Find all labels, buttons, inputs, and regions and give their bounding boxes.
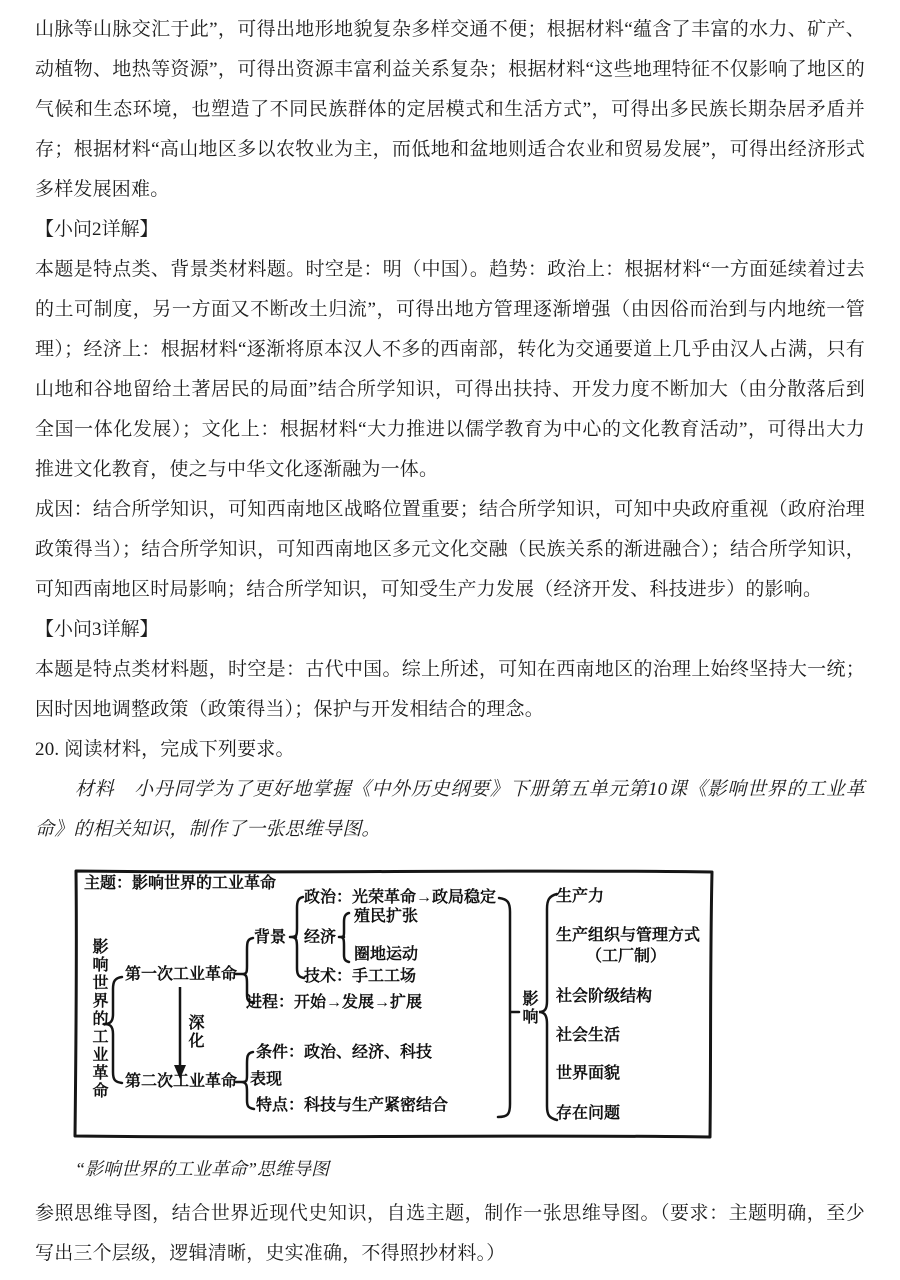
node-background: 背景 [254, 929, 287, 946]
mindmap-figure [70, 866, 720, 1144]
background-bracket [290, 897, 304, 978]
node-process: 进程：开始→发展→扩展 [246, 994, 423, 1011]
paragraph-sub3-body: 本题是特点类材料题，时空是：古代中国。综上所述，可知在西南地区的治理上始终坚持大一统；因时因地调整政策（政策得当）；保护与开发相结合的理念。 [35, 659, 865, 720]
node-factory-system: （工厂制） [586, 948, 667, 965]
node-social-life: 社会生活 [556, 1027, 621, 1044]
node-economy: 经济 [304, 929, 337, 946]
node-world-outlook: 世界面貌 [556, 1065, 621, 1082]
label-deepen: 深化 [186, 1014, 203, 1050]
node-first-revolution: 第一次工业革命 [125, 966, 238, 983]
node-second-revolution: 第二次工业革命 [125, 1073, 238, 1090]
paragraph-question20-material: 材料 小丹同学为了更好地掌握《中外历史纲要》下册第五单元第10课《影响世界的工业革命》的相关知识，制作了一张思维导图。 [35, 779, 865, 840]
figure-caption: “影响世界的工业革命”思维导图 [75, 1159, 330, 1179]
heading-subquestion-3: 【小问3详解】 [35, 619, 159, 640]
paragraph-sub2-body: 本题是特点类、背景类材料题。时空是：明（中国）。趋势：政治上：根据材料“一方面延续着过去的土可制度，另一方面又不断改土归流”，可得出地方管理逐渐增强（由因俗而治到与内地统一管理）；经济上：根据材料“逐渐将原本汉人不多的西南部，转化为交通要道上几乎由汉人占满，只有山地和谷地留给土著居民的局面”结合所学知识，可得出扶持、开发力度不断加大（由分散落后到全国一体化发展）；文化上：根据材料“大力推进以儒学教育为中心的文化教育活动”，可得出大力推进文化教育，使之与中华文化逐渐融为一体。 [35, 259, 865, 480]
impact-items-bracket [539, 894, 557, 1120]
node-existing-problems: 存在问题 [556, 1105, 621, 1122]
economy-bracket [339, 913, 349, 962]
paragraph-question20-task: 参照思维导图，结合世界近现代史知识，自选主题，制作一张思维导图。（要求：主题明确，至少写出三个层级，逻辑清晰，史实准确，不得照抄材料。） [35, 1203, 865, 1264]
heading-subquestion-2: 【小问2详解】 [35, 219, 159, 240]
node-production-organization: 生产组织与管理方式 [556, 927, 701, 944]
node-condition: 条件：政治、经济、科技 [256, 1044, 433, 1061]
node-performance: 表现 [250, 1071, 283, 1088]
paragraph-question20-intro: 20. 阅读材料，完成下列要求。 [35, 739, 295, 760]
node-feature: 特点：科技与生产紧密结合 [256, 1097, 449, 1114]
node-enclosure-movement: 圈地运动 [354, 946, 419, 963]
node-social-class-structure: 社会阶级结构 [556, 988, 653, 1005]
impact-collector-bracket [498, 898, 519, 1117]
node-impact: 影响 [520, 990, 537, 1026]
mindmap-theme: 主题：影响世界的工业革命 [84, 875, 277, 892]
paragraph-answer1-continuation: 山脉等山脉交汇于此”，可得出地形地貌复杂多样交通不便；根据材料“蕴含了丰富的水力、矿产、动植物、地热等资源”，可得出资源丰富利益关系复杂；根据材料“这些地理特征不仅影响了地区的气候和生态环境，也塑造了不同民族群体的定居模式和生活方式”，可得出多民族长期杂居矛盾并存；根据材料“高山地区多以农牧业为主，而低地和盆地则适合农业和贸易发展”，可得出经济形式多样发展困难。 [35, 19, 865, 200]
paragraph-sub2-cause: 成因：结合所学知识，可知西南地区战略位置重要；结合所学知识，可知中央政府重视（政府治理政策得当）；结合所学知识，可知西南地区多元文化交融（民族关系的渐进融合）；结合所学知识，可知西南地区时局影响；结合所学知识，可知受生产力发展（经济开发、科技进步）的影响。 [35, 499, 865, 600]
node-colonial-expansion: 殖民扩张 [354, 908, 419, 925]
node-productivity: 生产力 [556, 888, 605, 905]
node-politics: 政治：光荣革命→政局稳定 [304, 889, 497, 906]
mindmap-root-node: 影响世界的工业革命 [90, 938, 107, 1100]
node-technology: 技术：手工工场 [304, 968, 417, 985]
